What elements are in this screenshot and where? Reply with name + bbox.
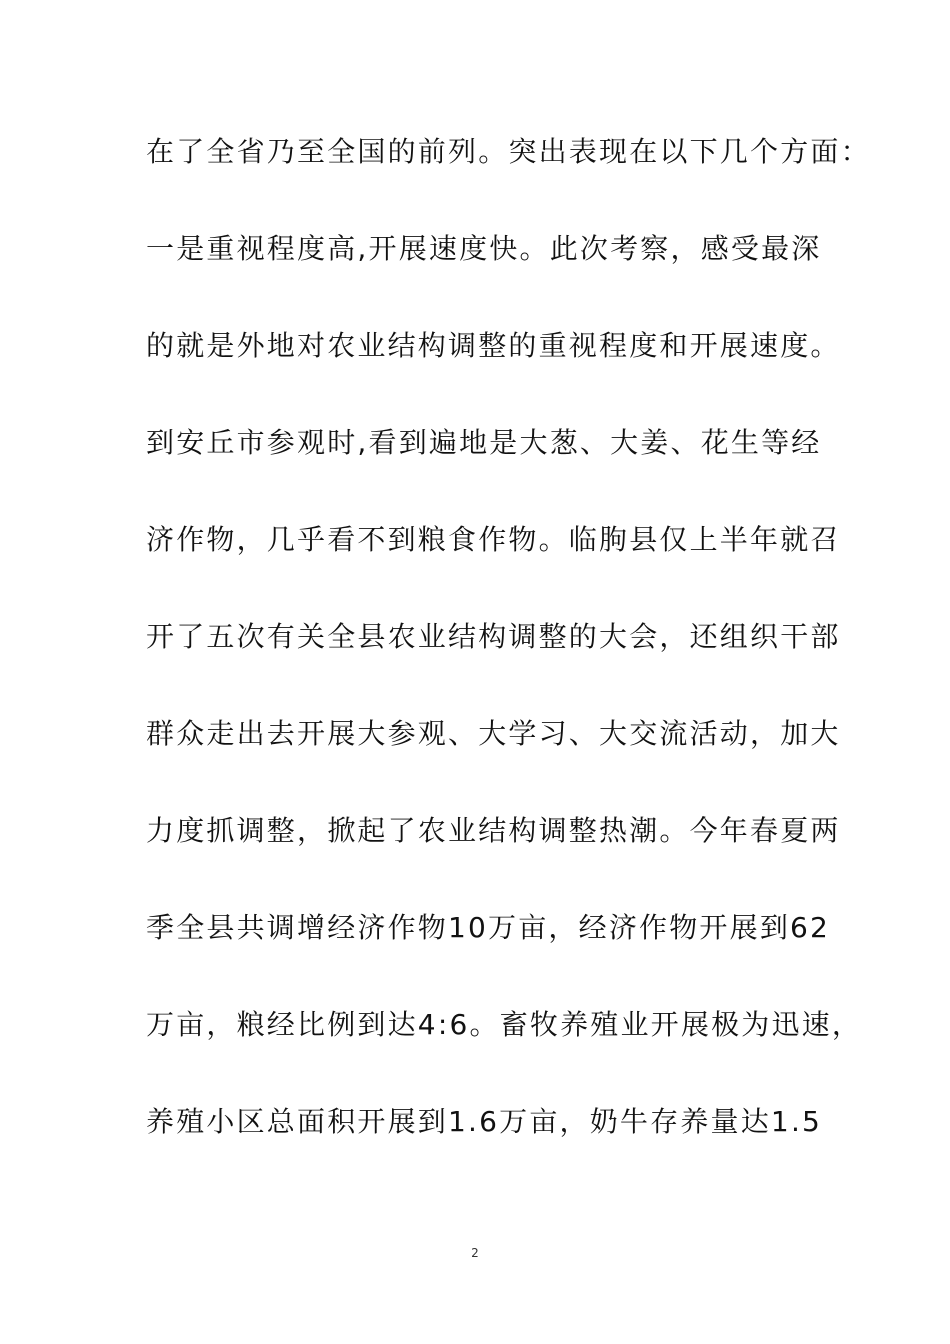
text-line-7: 群众走出去开展大参观、大学习、大交流活动，加大 (146, 717, 841, 750)
text-line-1: 在了全省乃至全国的前列。突出表现在以下几个方面： (146, 135, 871, 168)
text-line-10: 万亩，粮经比例到达4:6。畜牧养殖业开展极为迅速， (146, 1008, 863, 1041)
text-line-11: 养殖小区总面积开展到1.6万亩，奶牛存养量达1.5 (146, 1105, 823, 1138)
text-line-4: 到安丘市参观时,看到遍地是大葱、大姜、花生等经 (146, 426, 822, 459)
text-line-6: 开了五次有关全县农业结构调整的大会，还组织干部 (146, 620, 841, 653)
text-line-5: 济作物，几乎看不到粮食作物。临朐县仅上半年就召 (146, 523, 841, 556)
text-line-8: 力度抓调整，掀起了农业结构调整热潮。今年春夏两 (146, 814, 841, 847)
page-number: 2 (471, 1246, 479, 1260)
body-text (146, 122, 871, 1189)
text-line-9: 季全县共调增经济作物10万亩，经济作物开展到62 (146, 911, 831, 944)
text-line-2: 一是重视程度高,开展速度快。此次考察，感受最深 (146, 232, 822, 265)
text-line-3: 的就是外地对农业结构调整的重视程度和开展速度。 (146, 329, 841, 362)
